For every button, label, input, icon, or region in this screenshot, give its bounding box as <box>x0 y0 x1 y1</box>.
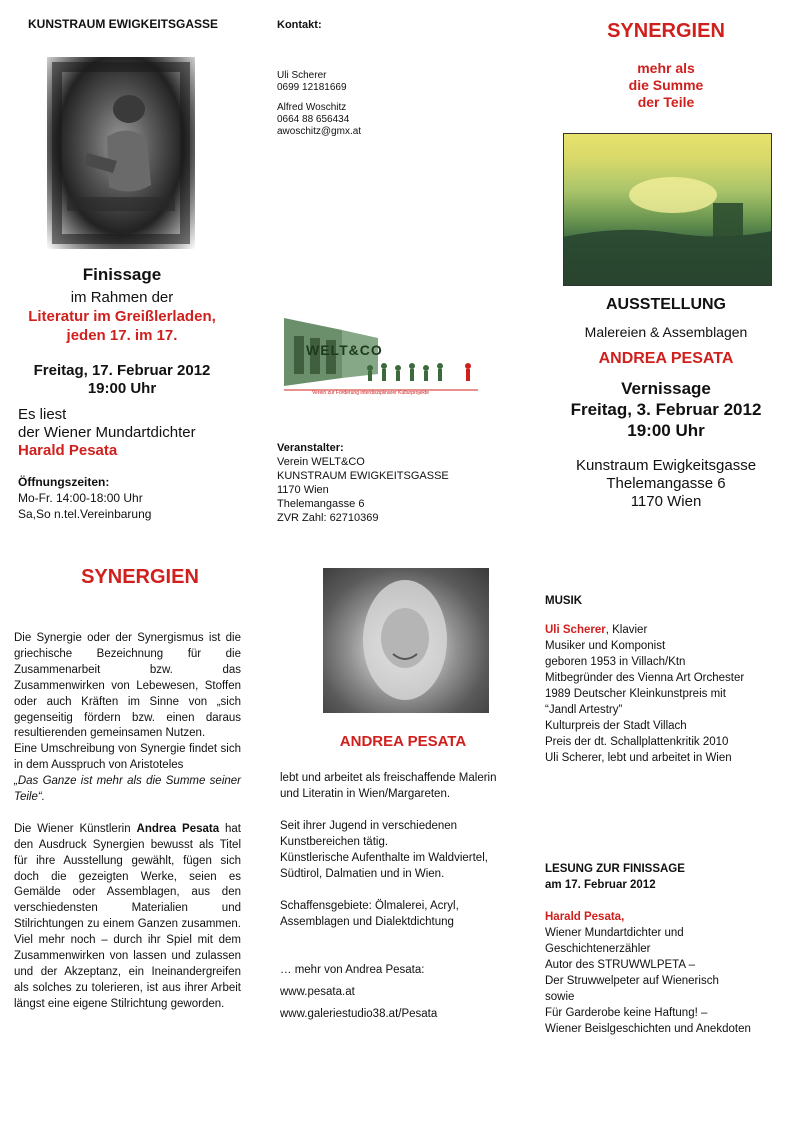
artist-bio <box>280 770 497 1022</box>
vernissage-label: Vernissage <box>621 379 711 398</box>
finissage-date: Freitag, 17. Februar 2012 <box>33 362 211 379</box>
finissage-photo <box>47 57 195 249</box>
musician-role: , Klavier <box>605 624 648 636</box>
venue-header: KUNSTRAUM EWIGKEITSGASSE <box>28 17 219 31</box>
musician-line: Kulturpreis der Stadt Villach <box>545 720 687 732</box>
finissage-series: Literatur im Greißlerladen, <box>28 308 216 325</box>
reader-name: Harald Pesata, <box>545 911 625 923</box>
exhibition-label: AUSSTELLUNG <box>606 296 726 313</box>
venue-city: 1170 Wien <box>630 493 702 510</box>
contact-email: awoschitz@gmx.at <box>277 126 362 137</box>
synergien-definition: Die Synergie oder der Synergismus ist die griechische Bezeichnung für die Zusammenarbeit bzw. das Zusammenwirken von Lebewesen, Stoffen oder auch Kräften im Sinne von „sich gegenseitig fördern bzw. einen daraus resultierenden gemeinsamen Nutzen. <box>14 632 241 740</box>
reader-line: Autor des STRUWWLPETA – <box>545 959 695 971</box>
reading-intro: Es liest <box>18 406 67 423</box>
welt-co-logo <box>282 316 478 400</box>
reader-line: sowie <box>545 991 575 1003</box>
reader-line: Der Struwwelpeter auf Wienerisch <box>545 975 719 987</box>
photo-figure-icon <box>47 57 195 249</box>
contact-phone: 0664 88 656434 <box>277 114 350 125</box>
opening-hours-weekdays: Mo-Fr. 14:00-18:00 Uhr <box>18 491 143 505</box>
reading-section <box>545 861 751 1037</box>
main-title: SYNERGIEN <box>607 20 725 42</box>
statement-artist-name: Andrea Pesata <box>136 822 220 835</box>
finissage-title: Finissage <box>82 265 162 284</box>
bio-line: Kunstbereichen tätig. <box>280 836 389 848</box>
organizer-line: Thelemangasse 6 <box>277 498 365 510</box>
logo-graphic-icon <box>282 316 478 400</box>
exhibition-painting <box>563 133 772 286</box>
painting-landscape-icon <box>563 133 772 286</box>
venue-street: Thelemangasse 6 <box>606 475 726 492</box>
synergien-heading: SYNERGIEN <box>81 566 199 588</box>
reader-line: Wiener Mundartdichter und <box>545 927 684 939</box>
musician-line: Uli Scherer, lebt und arbeitet in Wien <box>545 752 732 764</box>
bio-line: Südtirol, Dalmatien und in Wien. <box>280 868 445 880</box>
aristotle-intro: Eine Umschreibung von Synergie findet sich in dem Ausspruch von Aristoteles <box>14 743 241 772</box>
logo-wordmark: WELT&CO <box>306 342 383 358</box>
logo-caption: Verein zur Förderung interdisziplinärer Kulturprojekte <box>312 390 430 396</box>
subtitle-line: die Summe <box>628 77 704 93</box>
exhibition-subtitle: Malereien & Assemblagen <box>584 324 748 340</box>
subtitle-line: mehr als <box>637 60 695 76</box>
statement-intro: Die Wiener Künstlerin <box>14 822 137 835</box>
subtitle-line: der Teile <box>637 94 695 110</box>
reader-line: Für Garderobe keine Haftung! – <box>545 1007 708 1019</box>
artist-statement <box>14 822 241 1013</box>
organizer-line: KUNSTRAUM EWIGKEITSGASSE <box>277 470 449 482</box>
statement-body: hat den Ausdruck Synergien bewusst als Titel für ihre Ausstellung gewählt, fügen sich doch die gezeigten Werke, seien es Gemälde oder Assemblagen, aus den verschiedensten Materialien und Stilrichtungen zu einem Ganzen zusammen. Viel mehr noch – durch ihr Spiel mit dem Zusammenwirken von lassen und zulassen und der Akzeptanz, ein Ineinandergreifen als solches zu tolerieren, ist aus ihrer Arbeit längst eine eigene Stilrichtung geworden. <box>14 822 242 1010</box>
venue-address: Kunstraum Ewigkeitsgasse <box>575 457 757 474</box>
organizer-line: Verein WELT&CO <box>277 456 365 468</box>
musician-line: Mitbegründer des Vienna Art Orchester <box>545 672 745 684</box>
bio-line: Künstlerische Aufenthalte im Waldviertel, <box>280 852 488 864</box>
aristotle-quote: „Das Ganze ist mehr als die Summe seiner Teile“. <box>14 775 241 804</box>
musician-line: Musiker und Komponist <box>545 640 666 652</box>
reading-poet: der Wiener Mundartdichter <box>18 424 196 441</box>
artist-portrait <box>323 568 489 713</box>
bio-line: und Literatin in Wien/Margareten. <box>280 788 451 800</box>
contact-name: Alfred Woschitz <box>277 102 347 113</box>
bio-line: Schaffensgebiete: Ölmalerei, Acryl, <box>280 900 459 912</box>
contact-label: Kontakt: <box>277 19 322 31</box>
artist-heading: ANDREA PESATA <box>339 733 467 750</box>
website-link[interactable]: www.pesata.at <box>280 986 355 998</box>
organizer-block <box>277 441 449 525</box>
synergien-text <box>14 631 241 1013</box>
finissage-context: im Rahmen der <box>70 289 174 306</box>
musician-name: Uli Scherer <box>545 624 606 636</box>
reading-name: Harald Pesata <box>18 442 118 459</box>
finissage-time: 19:00 Uhr <box>87 380 157 397</box>
more-label: … mehr von Andrea Pesata: <box>280 964 425 976</box>
reading-date: am 17. Februar 2012 <box>545 879 656 891</box>
reading-label: LESUNG ZUR FINISSAGE <box>545 863 685 875</box>
reader-line: Wiener Beislgeschichten und Anekdoten <box>545 1023 751 1035</box>
music-section <box>545 593 744 766</box>
contact-list <box>277 70 361 138</box>
musician-line: 1989 Deutscher Kleinkunstpreis mit <box>545 688 726 700</box>
bio-line: lebt und arbeitet als freischaffende Malerin <box>280 772 497 784</box>
organizer-line: ZVR Zahl: 62710369 <box>277 512 379 524</box>
contact-name: Uli Scherer <box>277 70 327 81</box>
vernissage-date: Freitag, 3. Februar 2012 <box>570 400 762 419</box>
music-label: MUSIK <box>545 595 583 607</box>
finissage-schedule: jeden 17. im 17. <box>66 327 178 344</box>
organizer-line: 1170 Wien <box>277 484 329 496</box>
musician-line: “Jandl Artestry” <box>545 704 623 716</box>
exhibition-artist: ANDREA PESATA <box>598 350 734 367</box>
vernissage-time: 19:00 Uhr <box>627 421 705 440</box>
portrait-person-icon <box>323 568 489 713</box>
opening-hours-label: Öffnungszeiten: <box>18 475 110 489</box>
reader-line: Geschichtenerzähler <box>545 943 651 955</box>
contact-phone: 0699 12181669 <box>277 82 347 93</box>
organizer-label: Veranstalter: <box>277 442 344 454</box>
musician-line: Preis der dt. Schallplattenkritik 2010 <box>545 736 729 748</box>
gallery-link[interactable]: www.galeriestudio38.at/Pesata <box>280 1008 438 1020</box>
opening-hours-weekend: Sa,So n.tel.Vereinbarung <box>18 507 152 521</box>
bio-line: Seit ihrer Jugend in verschiedenen <box>280 820 458 832</box>
bio-line: Assemblagen und Dialektdichtung <box>280 916 454 928</box>
musician-line: geboren 1953 in Villach/Ktn <box>545 656 686 668</box>
